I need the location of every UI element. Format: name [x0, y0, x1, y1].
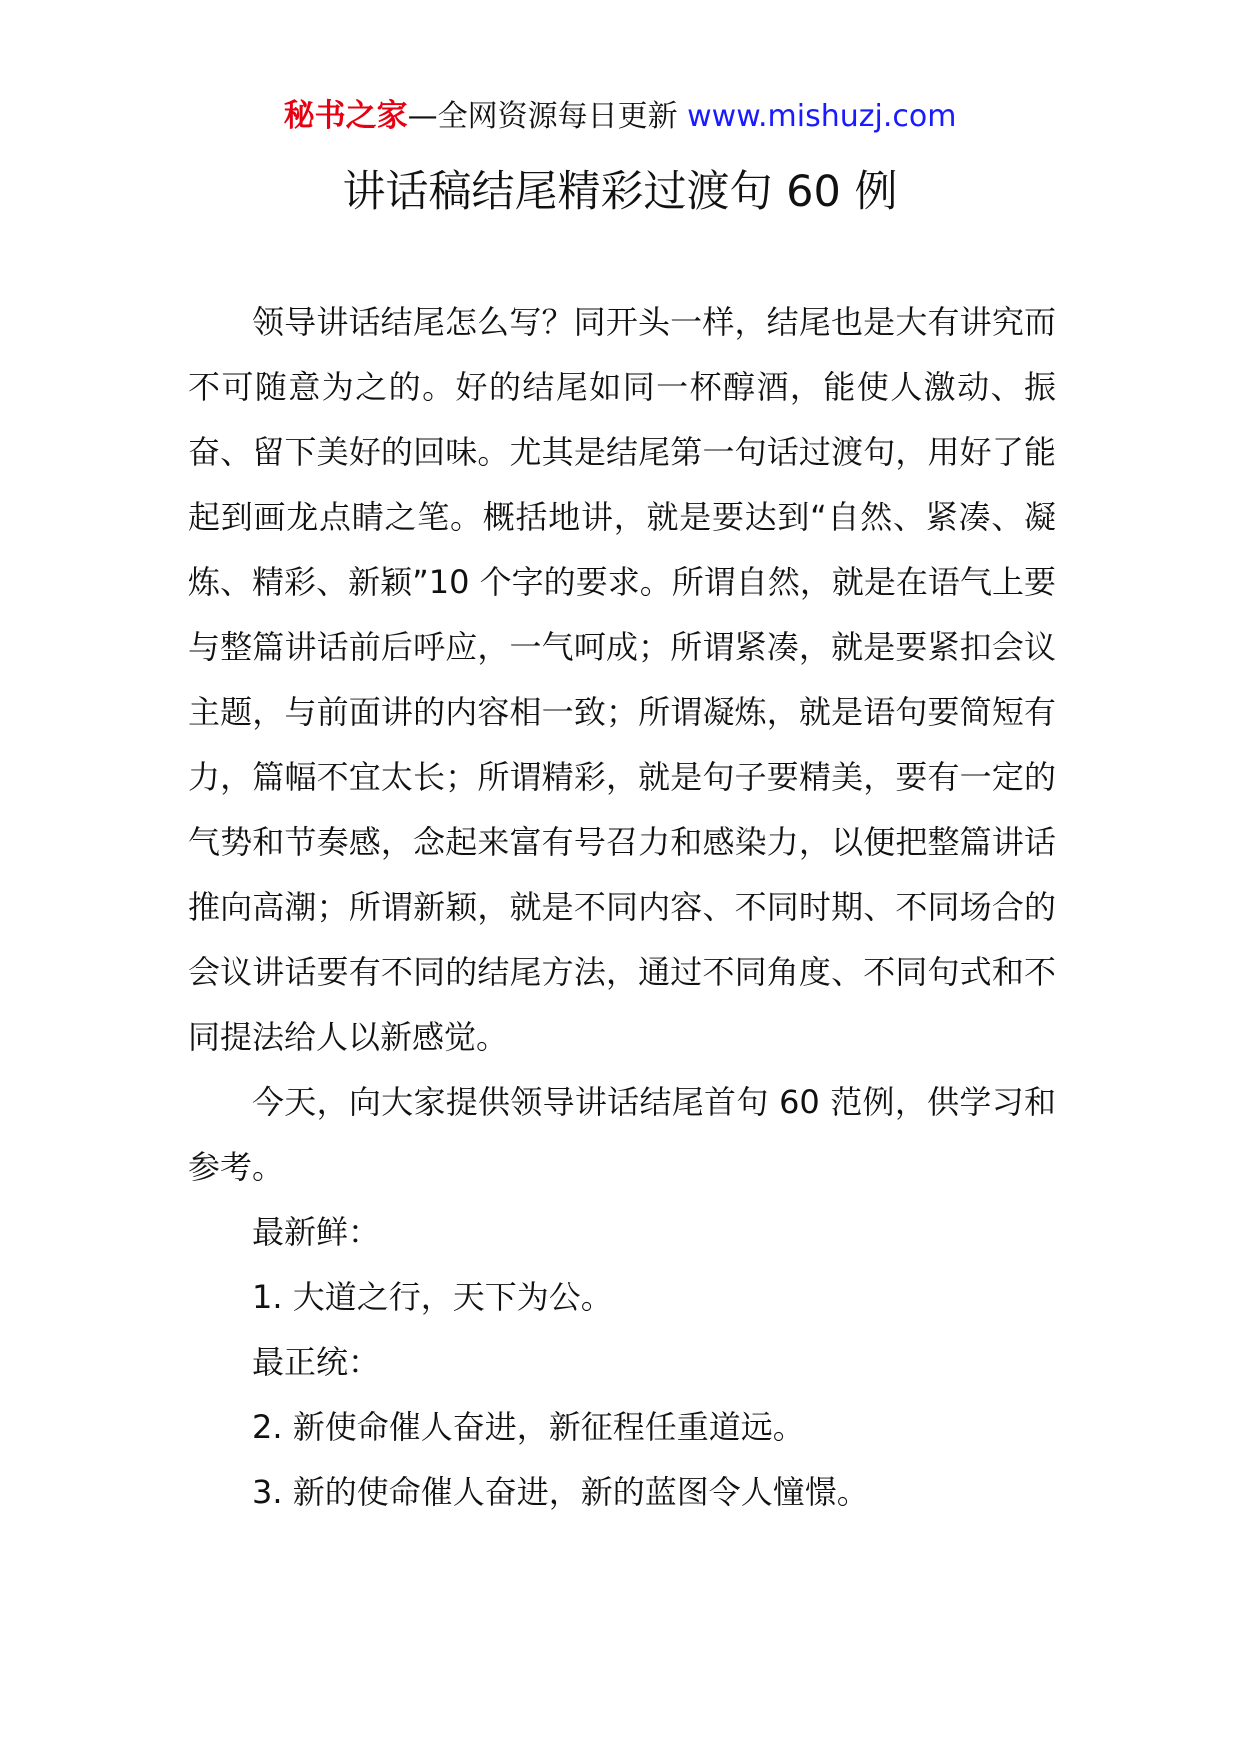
site-url-link[interactable]: www.mishuzj.com	[687, 99, 957, 134]
category-heading-freshest: 最新鲜：	[252, 1213, 381, 1251]
document-title: 讲话稿结尾精彩过渡句 60 例	[342, 167, 898, 217]
site-slogan: —全网资源每日更新	[407, 99, 678, 134]
example-item-3: 3. 新的使命催人奋进，新的蓝图令人憧憬。	[252, 1473, 869, 1511]
offer-paragraph: 今天，向大家提供领导讲话结尾首句 60 范例，供学习和参考。	[188, 1083, 1056, 1186]
site-header	[0, 96, 1240, 137]
example-item-2: 2. 新使命催人奋进，新征程任重道远。	[252, 1408, 805, 1446]
site-brand: 秘书之家	[283, 98, 408, 134]
category-heading-orthodox: 最正统：	[252, 1343, 381, 1381]
example-item-1: 1. 大道之行，天下为公。	[252, 1278, 613, 1316]
intro-paragraph: 领导讲话结尾怎么写？同开头一样，结尾也是大有讲究而不可随意为之的。好的结尾如同一杯醇酒，能使人激动、振奋、留下美好的回味。尤其是结尾第一句话过渡句，用好了能起到画龙点睛之笔。概括地讲，就是要达到“自然、紧凑、凝炼、精彩、新颖”10 个字的要求。所谓自然，就是在语气上要与整篇讲话前后呼应，一气呵成；所谓紧凑，就是要紧扣会议主题，与前面讲的内容相一致；所谓凝炼，就是语句要简短有力，篇幅不宜太长；所谓精彩，就是句子要精美，要有一定的气势和节奏感，念起来富有号召力和感染力，以便把整篇讲话推向高潮；所谓新颖，就是不同内容、不同时期、不同场合的会议讲话要有不同的结尾方法，通过不同角度、不同句式和不同提法给人以新感觉。	[188, 303, 1056, 1056]
document-body	[188, 290, 1056, 1525]
